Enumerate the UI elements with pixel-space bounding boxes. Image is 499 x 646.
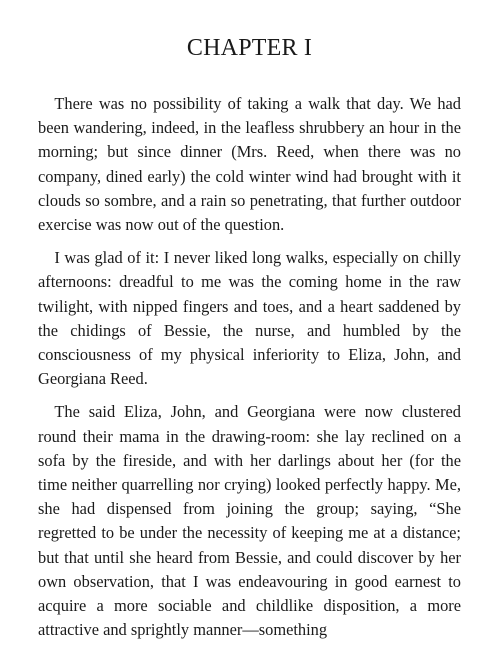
- chapter-title: CHAPTER I: [186, 35, 313, 61]
- paragraph-2: I was glad of it: I never liked long walks, especially on chilly afternoons: dreadful to me was the coming home in the raw twilight, with nipped fingers and toes, and a heart saddened by the chidings of Bessie, the nurse, and humbled by the consciousness of my physical inferiority to Eliza, John, and Georgiana Reed.: [38, 248, 461, 389]
- paragraph-1: There was no possibility of taking a walk that day. We had been wandering, indeed, in the leafless shrubbery an hour in the morning; but since dinner (Mrs. Reed, when there was no company, dined early) the cold winter wind had brought with it clouds so sombre, and a rain so penetrating, that further outdoor exercise was now out of the question.: [38, 94, 461, 235]
- paragraph-3: The said Eliza, John, and Georgiana were now clustered round their mama in the drawing-room: she lay reclined on a sofa by the fireside, and with her darlings about her (for the time neither quarrelling nor crying) looked perfectly happy. Me, she had dispensed from joining the group; saying, “She regretted to be under the necessity of keeping me at a distance; but that until she heard from Bessie, and could discover by her own observation, that I was endeavouring in good earnest to acquire a more sociable and childlike disposition, a more attractive and sprightly manner—something: [38, 402, 461, 640]
- chapter-body: [38, 92, 461, 642]
